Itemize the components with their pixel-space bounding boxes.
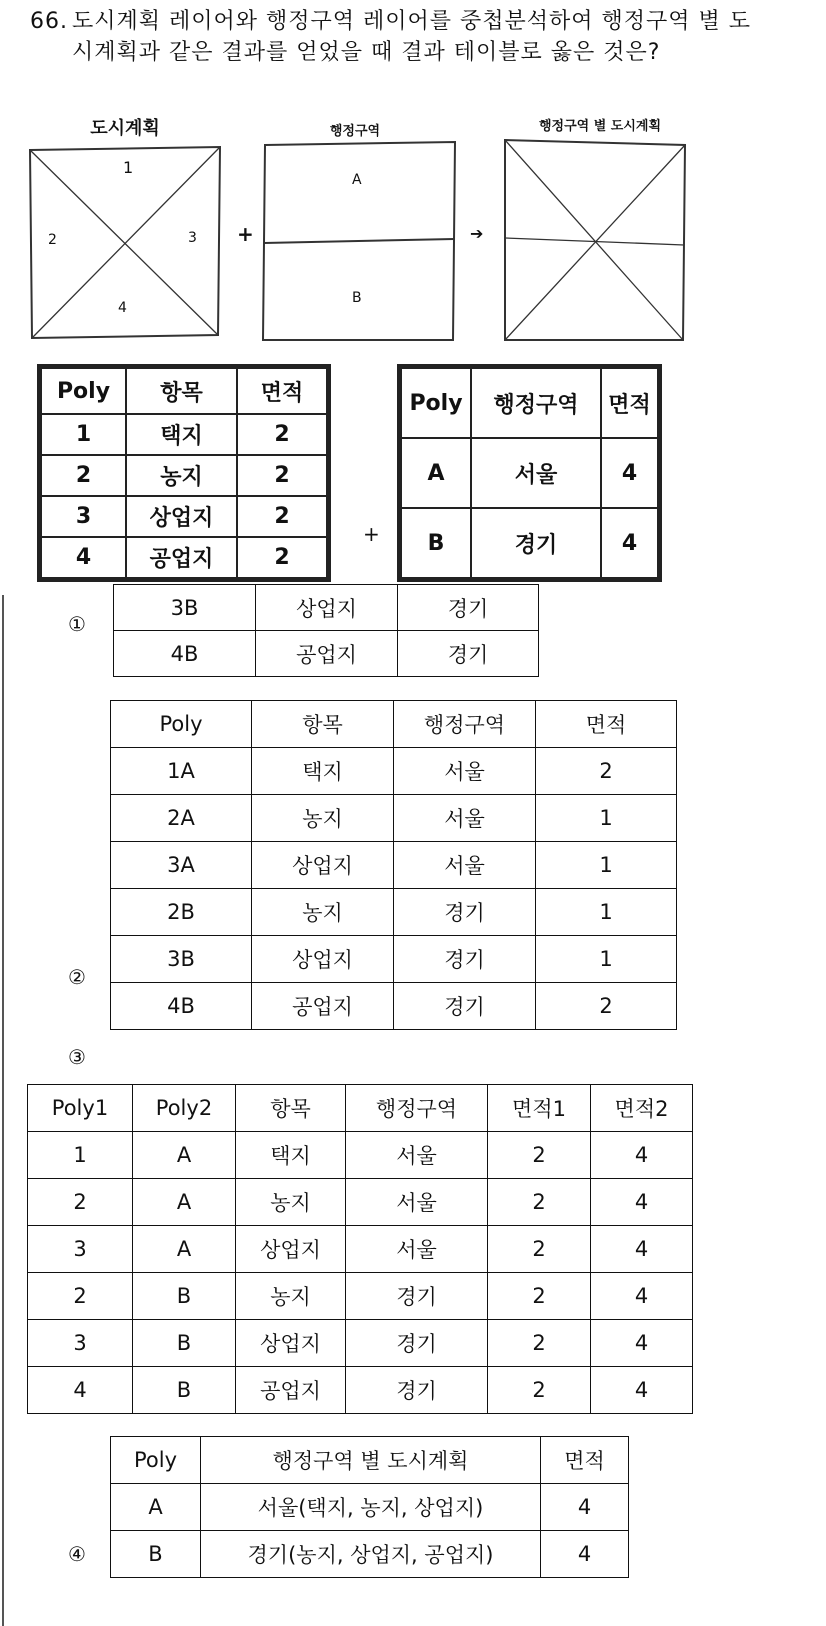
table-row xyxy=(111,795,677,842)
table-cell: 경기 xyxy=(398,631,539,677)
layer1-title: 도시계획 xyxy=(90,118,160,139)
column-header: Poly xyxy=(111,1437,201,1484)
option-2-label[interactable]: ② xyxy=(68,965,86,989)
table-cell: 4 xyxy=(591,1132,693,1179)
table-cell: 경기 xyxy=(346,1367,488,1414)
table-cell: 4 xyxy=(591,1367,693,1414)
table-cell: 3B xyxy=(114,585,256,631)
table-cell: 택지 xyxy=(236,1132,346,1179)
table-row xyxy=(28,1367,693,1414)
table-row xyxy=(114,631,539,677)
table-cell: 2B xyxy=(111,889,252,936)
poly-label-3: 3 xyxy=(188,230,197,246)
table-cell: 서울 xyxy=(394,795,536,842)
column-header: 항목 xyxy=(252,701,394,748)
table-cell: 상업지 xyxy=(256,585,398,631)
column-header: 면적 xyxy=(601,368,658,438)
table-cell: 2 xyxy=(237,414,327,455)
table-cell: 3 xyxy=(28,1320,133,1367)
column-header: 면적 xyxy=(536,701,677,748)
table-cell: 2 xyxy=(41,455,126,496)
table-row xyxy=(111,1531,629,1578)
table-cell: A xyxy=(133,1226,236,1273)
option-4-label[interactable]: ④ xyxy=(68,1542,86,1566)
table-cell: A xyxy=(111,1484,201,1531)
table-cell: A xyxy=(133,1132,236,1179)
table-row xyxy=(28,1226,693,1273)
column-header: 행정구역 별 도시계획 xyxy=(201,1437,541,1484)
table-row xyxy=(28,1179,693,1226)
table-cell: 2 xyxy=(237,496,327,537)
table-cell: 1 xyxy=(536,842,677,889)
table-cell: 상업지 xyxy=(126,496,237,537)
table-row xyxy=(28,1273,693,1320)
table-cell: 경기 xyxy=(394,889,536,936)
table-cell: 1 xyxy=(536,936,677,983)
table-row xyxy=(28,1132,693,1179)
table-cell: 2 xyxy=(237,455,327,496)
table-cell: 2 xyxy=(488,1179,591,1226)
table-cell: 3 xyxy=(28,1226,133,1273)
table-cell: 농지 xyxy=(252,795,394,842)
table-row xyxy=(41,414,327,455)
column-header: 행정구역 xyxy=(471,368,601,438)
table-cell: 2 xyxy=(488,1367,591,1414)
table-row xyxy=(401,438,658,508)
column-header: Poly xyxy=(111,701,252,748)
table-cell: 2 xyxy=(536,748,677,795)
column-header: 항목 xyxy=(236,1085,346,1132)
header-row xyxy=(111,701,677,748)
header-row xyxy=(401,368,658,438)
table-row xyxy=(41,496,327,537)
column-header: Poly xyxy=(41,368,126,414)
table-cell: 공업지 xyxy=(126,537,237,578)
column-header: 항목 xyxy=(126,368,237,414)
poly-label-1: 1 xyxy=(123,158,134,177)
table-cell: 상업지 xyxy=(252,936,394,983)
table xyxy=(113,584,539,677)
table-cell: 농지 xyxy=(236,1179,346,1226)
table-cell: 2 xyxy=(488,1320,591,1367)
table-cell: 2 xyxy=(488,1273,591,1320)
table-cell: B xyxy=(111,1531,201,1578)
table-row xyxy=(114,585,539,631)
layer2-title: 행정구역 xyxy=(329,124,381,139)
table-cell: 4 xyxy=(541,1484,629,1531)
table-row xyxy=(111,936,677,983)
column-header: 면적2 xyxy=(591,1085,693,1132)
table-row xyxy=(111,1484,629,1531)
table-cell: A xyxy=(401,438,471,508)
result-title: 행정구역 별 도시계획 xyxy=(538,119,662,134)
table-cell: 서울 xyxy=(394,748,536,795)
table-cell: 경기 xyxy=(398,585,539,631)
table-cell: 경기 xyxy=(394,983,536,1030)
table-row xyxy=(111,983,677,1030)
question-text: 도시계획 레이어와 행정구역 레이어를 중첩분석하여 행정구역 별 도시계획과 같은 결과를 얻었을 때 결과 테이블로 옳은 것은? xyxy=(72,9,752,65)
table xyxy=(110,700,677,1030)
table-cell: 4 xyxy=(601,508,658,578)
table-cell: 4 xyxy=(591,1320,693,1367)
table-row xyxy=(111,748,677,795)
table-cell: 4 xyxy=(591,1179,693,1226)
table-cell: 4B xyxy=(111,983,252,1030)
table-cell: B xyxy=(133,1273,236,1320)
column-header: 면적 xyxy=(237,368,327,414)
table-cell: 4 xyxy=(591,1273,693,1320)
table-cell: 2A xyxy=(111,795,252,842)
table-cell: 4 xyxy=(28,1367,133,1414)
poly-label-a: A xyxy=(352,172,362,188)
table-cell: 4B xyxy=(114,631,256,677)
table-cell: 서울(택지, 농지, 상업지) xyxy=(201,1484,541,1531)
table-cell: 상업지 xyxy=(236,1226,346,1273)
table-cell: 농지 xyxy=(236,1273,346,1320)
table-cell: 3 xyxy=(41,496,126,537)
arrow-icon: ➔ xyxy=(470,224,484,243)
table-cell: 택지 xyxy=(252,748,394,795)
table-cell: 1 xyxy=(536,889,677,936)
table-cell: 2 xyxy=(237,537,327,578)
table-cell: 1 xyxy=(28,1132,133,1179)
table xyxy=(40,367,328,579)
table-row xyxy=(41,537,327,578)
table-row xyxy=(111,889,677,936)
column-header: Poly xyxy=(401,368,471,438)
table-cell: 4 xyxy=(591,1226,693,1273)
table-cell: 3A xyxy=(111,842,252,889)
margin-line xyxy=(2,595,4,1626)
table-cell: 상업지 xyxy=(252,842,394,889)
table xyxy=(27,1084,693,1414)
tables-plus-sign: + xyxy=(363,522,380,546)
table-cell: 경기 xyxy=(394,936,536,983)
header-row xyxy=(41,368,327,414)
table-cell: 공업지 xyxy=(236,1367,346,1414)
table-cell: 4 xyxy=(601,438,658,508)
table-row xyxy=(41,455,327,496)
header-row xyxy=(28,1085,693,1132)
table-cell: 경기 xyxy=(346,1273,488,1320)
question-number: 66. xyxy=(30,9,68,34)
table-cell: 3B xyxy=(111,936,252,983)
table-cell: 2 xyxy=(28,1179,133,1226)
table-cell: 2 xyxy=(536,983,677,1030)
table-row xyxy=(28,1320,693,1367)
table-cell: 서울 xyxy=(346,1132,488,1179)
column-header: 행정구역 xyxy=(394,701,536,748)
table xyxy=(400,367,659,579)
option-1-label[interactable]: ① xyxy=(68,612,86,636)
plus-sign: + xyxy=(237,222,254,246)
table-cell: 서울 xyxy=(471,438,601,508)
table-cell: 농지 xyxy=(252,889,394,936)
table-cell: 경기 xyxy=(471,508,601,578)
table-cell: 경기(농지, 상업지, 공업지) xyxy=(201,1531,541,1578)
table-cell: B xyxy=(401,508,471,578)
poly-label-b: B xyxy=(352,290,362,306)
table-cell: 1 xyxy=(41,414,126,455)
table-row xyxy=(111,842,677,889)
table-cell: 4 xyxy=(41,537,126,578)
poly-label-4: 4 xyxy=(118,300,127,316)
table-cell: 서울 xyxy=(394,842,536,889)
column-header: 면적1 xyxy=(488,1085,591,1132)
column-header: Poly1 xyxy=(28,1085,133,1132)
table xyxy=(110,1436,629,1578)
table-cell: 1A xyxy=(111,748,252,795)
table-cell: A xyxy=(133,1179,236,1226)
table-cell: 택지 xyxy=(126,414,237,455)
column-header: 면적 xyxy=(541,1437,629,1484)
table-cell: 경기 xyxy=(346,1320,488,1367)
table-cell: 서울 xyxy=(346,1179,488,1226)
table-cell: 농지 xyxy=(126,455,237,496)
header-row xyxy=(111,1437,629,1484)
column-header: 행정구역 xyxy=(346,1085,488,1132)
table-cell: 서울 xyxy=(346,1226,488,1273)
table-cell: 4 xyxy=(541,1531,629,1578)
option-3-label[interactable]: ③ xyxy=(68,1045,86,1069)
table-cell: 상업지 xyxy=(236,1320,346,1367)
table-cell: B xyxy=(133,1320,236,1367)
table-cell: 2 xyxy=(488,1132,591,1179)
table-cell: 공업지 xyxy=(252,983,394,1030)
poly-label-2: 2 xyxy=(48,232,57,248)
column-header: Poly2 xyxy=(133,1085,236,1132)
table-cell: 2 xyxy=(488,1226,591,1273)
table-row xyxy=(401,508,658,578)
table-cell: B xyxy=(133,1367,236,1414)
table-cell: 공업지 xyxy=(256,631,398,677)
table-cell: 1 xyxy=(536,795,677,842)
table-cell: 2 xyxy=(28,1273,133,1320)
